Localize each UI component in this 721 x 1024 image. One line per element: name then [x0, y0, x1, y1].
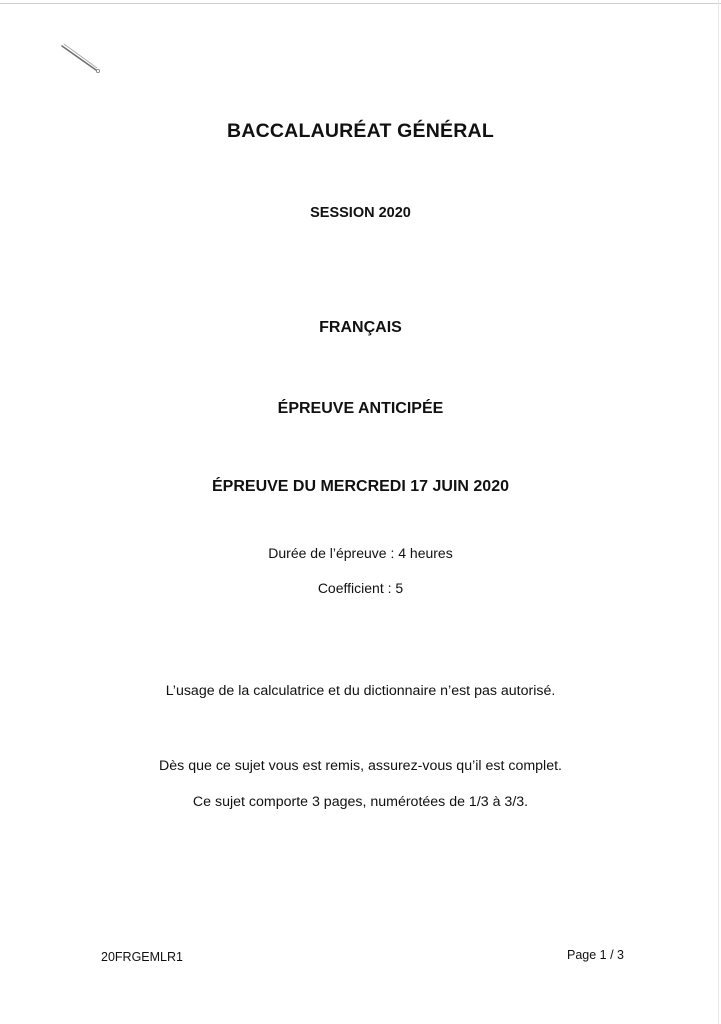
- page-count-notice: Ce sujet comporte 3 pages, numérotées de 1/3 à 3/3.: [192, 794, 529, 810]
- page-number: Page 1 / 3: [567, 948, 624, 962]
- duration-text: Durée de l’épreuve : 4 heures: [268, 545, 453, 561]
- exam-title: BACCALAURÉAT GÉNÉRAL: [227, 120, 494, 142]
- staple-mark: [58, 40, 102, 76]
- subject-label: FRANÇAIS: [319, 319, 402, 336]
- scan-right-edge: [718, 0, 719, 1024]
- coefficient-text: Coefficient : 5: [317, 580, 404, 596]
- session-label: SESSION 2020: [310, 205, 411, 221]
- exam-date-label: ÉPREUVE DU MERCREDI 17 JUIN 2020: [212, 478, 509, 495]
- exam-code: 20FRGEMLR1: [101, 950, 183, 964]
- calculator-notice: L’usage de la calculatrice et du dictionnaire n’est pas autorisé.: [165, 683, 556, 699]
- exam-type-label: ÉPREUVE ANTICIPÉE: [277, 400, 444, 417]
- scan-top-edge: [0, 3, 721, 4]
- completeness-notice: Dès que ce sujet vous est remis, assurez-vous qu’il est complet.: [159, 758, 562, 774]
